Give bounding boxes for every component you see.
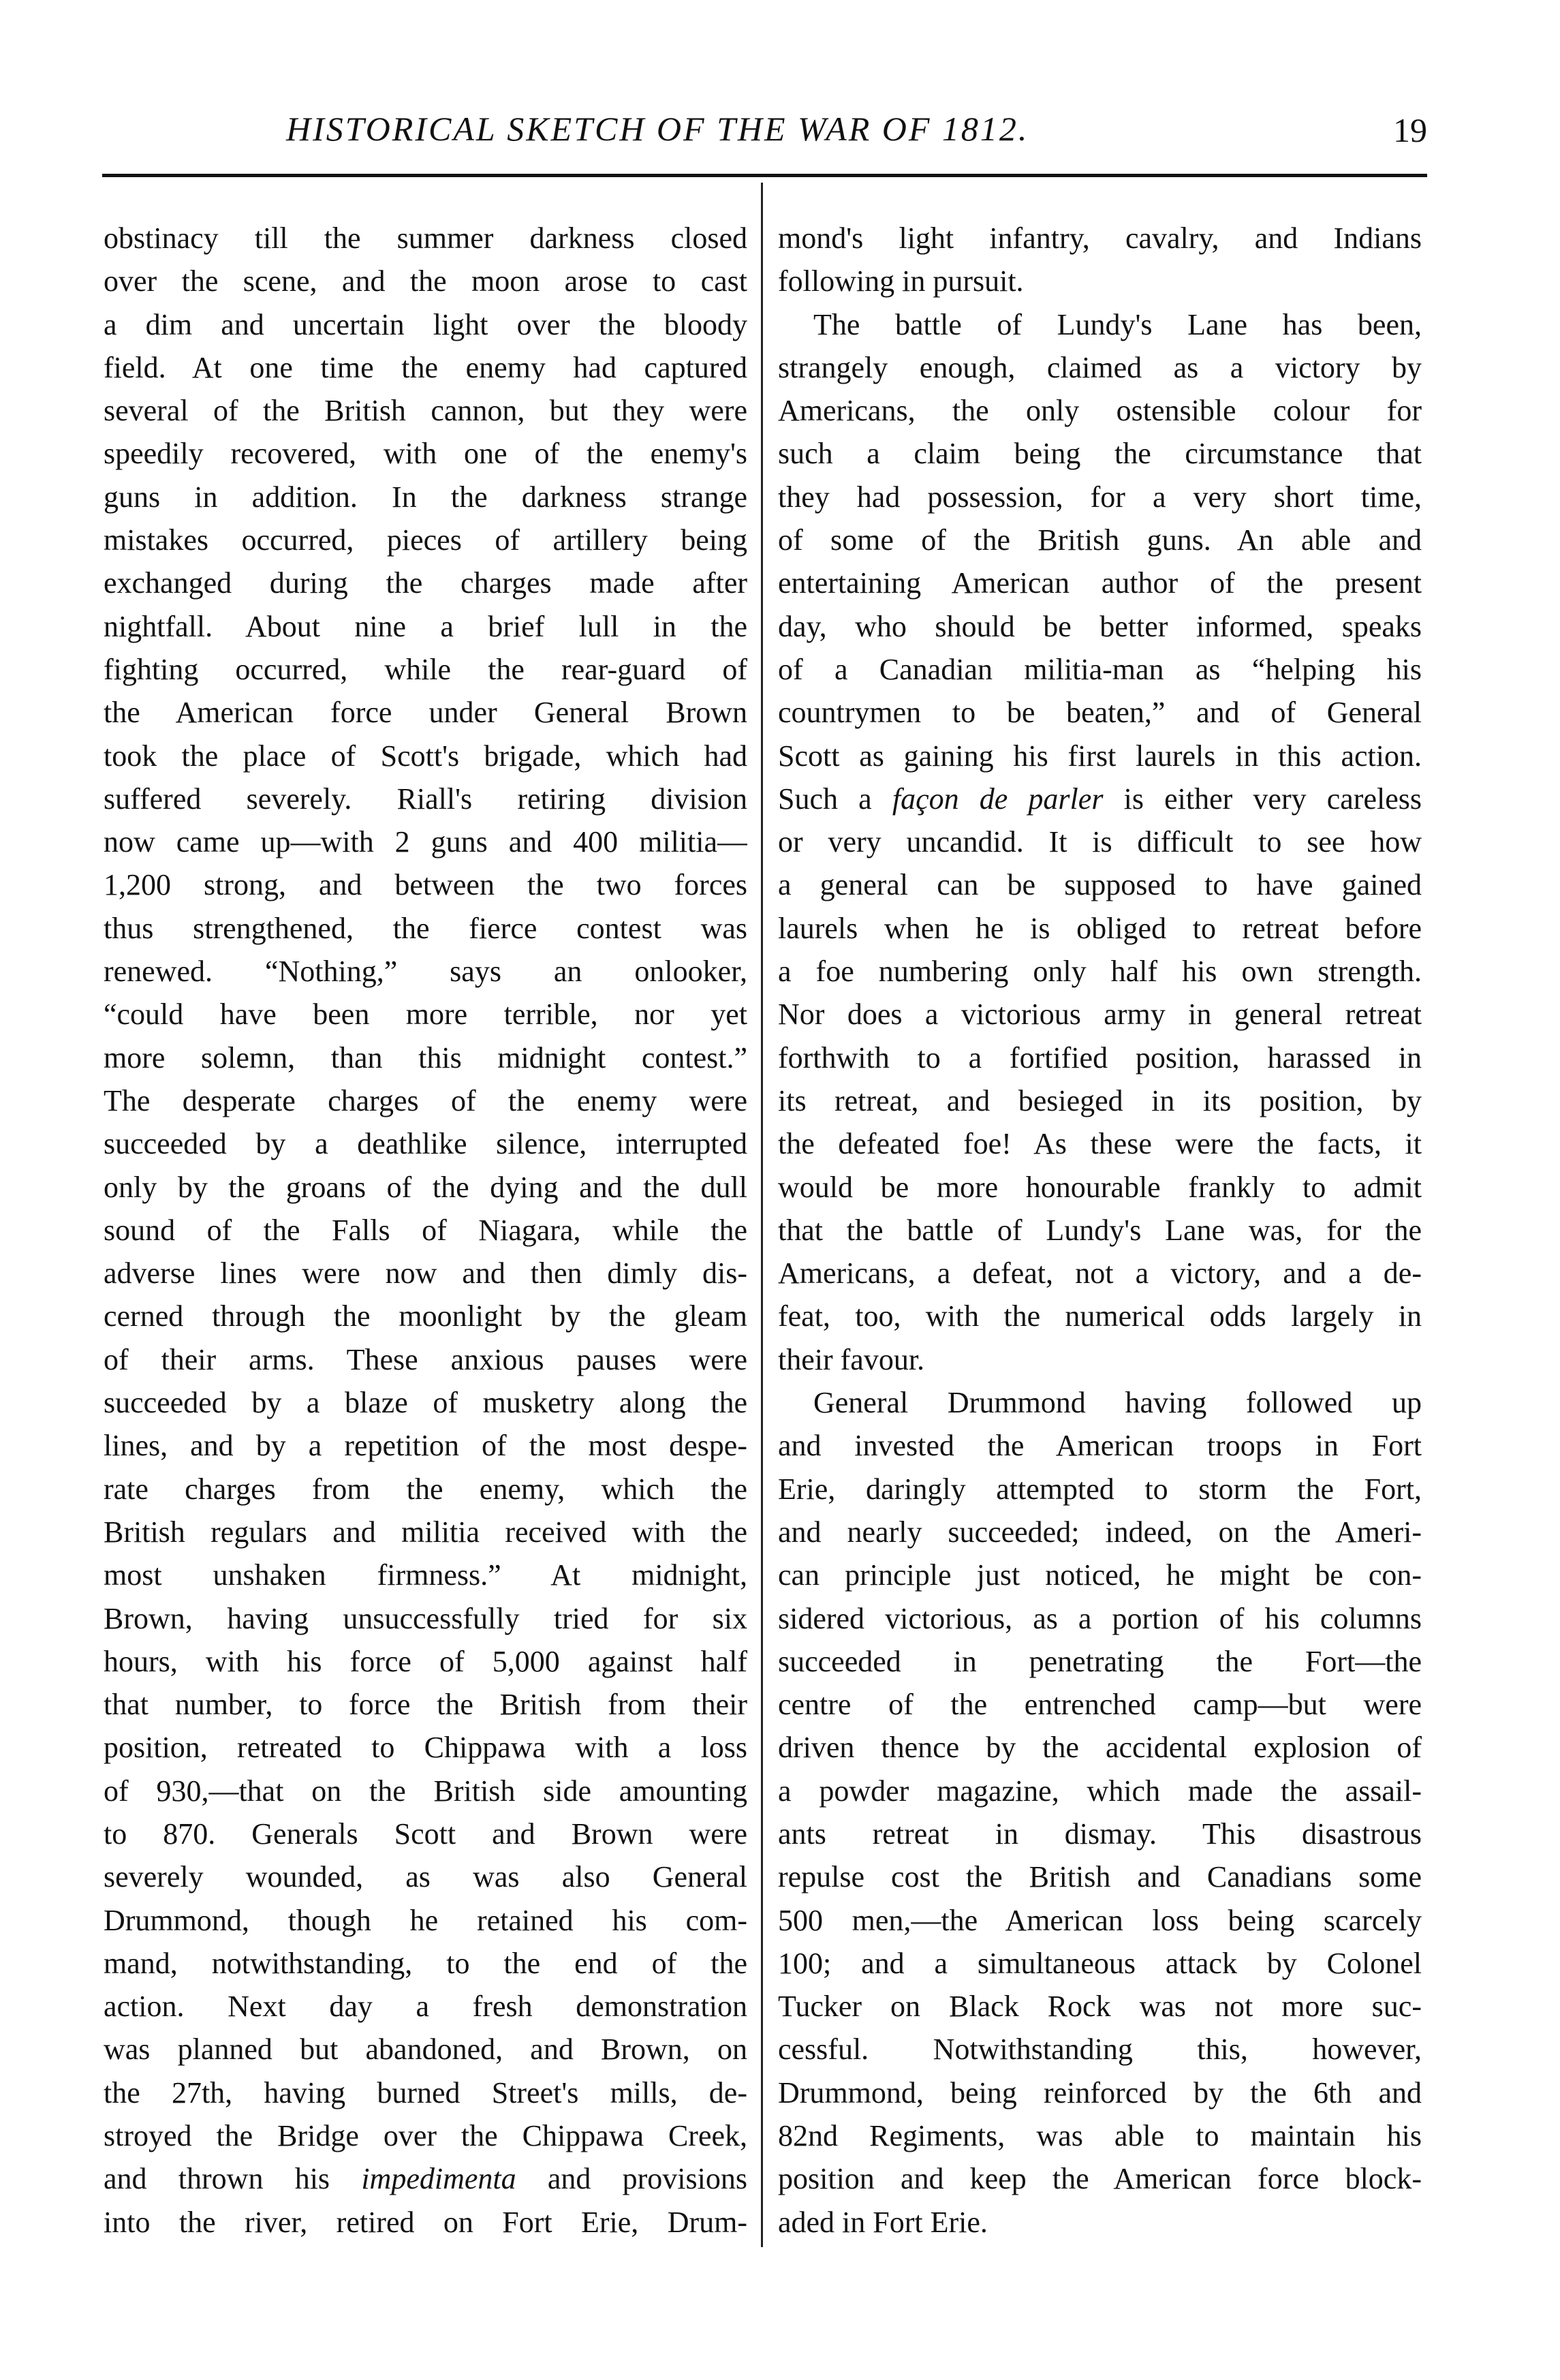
text-line [104, 2201, 747, 2244]
text-line [778, 1295, 1422, 1338]
line-text: Tucker on Black Rock was not more suc- [778, 1990, 1422, 2024]
text-line [778, 820, 1422, 863]
line-text: ants retreat in dismay. This disastrous [778, 1817, 1422, 1851]
text-line [104, 950, 747, 993]
text-line [104, 907, 747, 950]
text-line [104, 1726, 747, 1769]
text-line [778, 1166, 1422, 1209]
line-text: mand, notwithstanding, to the end of the [104, 1946, 747, 1980]
text-line [778, 1468, 1422, 1511]
line-text: “could have been more terrible, nor yet [104, 998, 747, 1032]
text-line [778, 1812, 1422, 1855]
line-text: over the scene, and the moon arose to cast [104, 264, 747, 298]
text-line [778, 1554, 1422, 1596]
line-text: cessful. Notwithstanding this, however, [778, 2033, 1422, 2067]
text-line [104, 648, 747, 691]
text-line [778, 1036, 1422, 1079]
text-line [778, 2157, 1422, 2200]
line-text: and nearly succeeded; indeed, on the Ameri- [778, 1515, 1422, 1549]
text-line [778, 432, 1422, 475]
text-line [104, 1209, 747, 1252]
line-text: 1,200 strong, and between the two forces [104, 868, 747, 902]
running-title: HISTORICAL SKETCH OF THE WAR OF 1812. [286, 110, 1029, 148]
text-line [104, 303, 747, 346]
line-text: or very uncandid. It is difficult to see how [778, 825, 1422, 859]
line-text: sound of the Falls of Niagara, while the [104, 1213, 747, 1247]
line-text: such a claim being the circumstance that [778, 437, 1422, 471]
text-line [778, 1683, 1422, 1726]
text-line [104, 1554, 747, 1596]
text-line [778, 2028, 1422, 2071]
line-text: that number, to force the British from their [104, 1688, 747, 1722]
text-line [104, 2114, 747, 2157]
text-line [104, 1468, 747, 1511]
line-text: Drummond, though he retained his com- [104, 1903, 747, 1937]
text-line [104, 1769, 747, 1812]
text-line [778, 2114, 1422, 2157]
line-text: aded in Fort Erie. [778, 2205, 988, 2239]
text-line [778, 1985, 1422, 2028]
text-line [104, 432, 747, 475]
text-line [104, 777, 747, 820]
line-text: of 930,—that on the British side amounting [104, 1774, 747, 1808]
text-line [104, 2071, 747, 2114]
line-text: Americans, a defeat, not a victory, and a de- [778, 1256, 1422, 1291]
text-line [778, 1511, 1422, 1554]
line-text: severely wounded, as was also General [104, 1860, 747, 1894]
text-line [778, 950, 1422, 993]
line-text: field. At one time the enemy had captured [104, 350, 747, 384]
line-text: succeeded by a blaze of musketry along the [104, 1386, 747, 1420]
text-line [778, 1209, 1422, 1252]
line-text: guns in addition. In the darkness strange [104, 480, 747, 514]
line-text: speedily recovered, with one of the enemy's [104, 437, 747, 471]
line-text: several of the British cannon, but they were [104, 394, 747, 428]
running-header [102, 102, 1427, 157]
text-line [778, 1252, 1422, 1295]
header-rule [102, 174, 1427, 177]
line-text: feat, too, with the numerical odds largely in [778, 1299, 1422, 1333]
line-text: 82nd Regiments, was able to maintain his [778, 2119, 1422, 2153]
text-line [104, 476, 747, 519]
line-text: a general can be supposed to have gained [778, 868, 1422, 902]
text-line [104, 1597, 747, 1640]
text-line [104, 605, 747, 648]
text-line [104, 1812, 747, 1855]
text-line [104, 1855, 747, 1898]
text-line [104, 260, 747, 303]
text-line [778, 1424, 1422, 1467]
text-line [778, 1079, 1422, 1122]
text-line [778, 907, 1422, 950]
line-text: a powder magazine, which made the assail- [778, 1774, 1422, 1808]
text-line [778, 1122, 1422, 1165]
line-text: that the battle of Lundy's Lane was, for the [778, 1213, 1422, 1247]
line-text: of a Canadian militia-man as “helping his [778, 652, 1422, 686]
line-text: thus strengthened, the fierce contest was [104, 911, 747, 945]
line-text: more solemn, than this midnight contest.” [104, 1040, 747, 1075]
line-text: cerned through the moonlight by the gleam [104, 1299, 747, 1333]
line-text: position and keep the American force block- [778, 2162, 1422, 2196]
line-text: The battle of Lundy's Lane has been, [813, 307, 1422, 341]
line-text: Americans, the only ostensible colour for [778, 394, 1422, 428]
text-line [778, 1338, 1422, 1381]
text-line [778, 2071, 1422, 2114]
text-line [104, 217, 747, 260]
text-line [778, 260, 1422, 303]
text-line [778, 2201, 1422, 2244]
text-line [778, 476, 1422, 519]
line-text: nightfall. About nine a brief lull in the [104, 609, 747, 643]
line-text: mistakes occurred, pieces of artillery being [104, 523, 747, 557]
line-text: succeeded by a deathlike silence, interrupted [104, 1127, 747, 1161]
line-text: a foe numbering only half his own strength. [778, 955, 1422, 989]
text-line [104, 1640, 747, 1683]
text-line [104, 735, 747, 777]
text-line [104, 993, 747, 1036]
text-line [778, 1597, 1422, 1640]
line-text: Brown, having unsuccessfully tried for six [104, 1601, 747, 1635]
line-text: its retreat, and besieged in its position, by [778, 1083, 1422, 1117]
text-line [104, 1036, 747, 1079]
line-text: 500 men,—the American loss being scarcely [778, 1903, 1422, 1937]
line-text: the 27th, having burned Street's mills, de- [104, 2075, 747, 2109]
text-line [778, 346, 1422, 389]
text-line [104, 2157, 747, 2200]
line-text: and provisions [516, 2162, 747, 2196]
right-column [778, 217, 1422, 2244]
text-line [104, 1166, 747, 1209]
line-text: strangely enough, claimed as a victory by [778, 350, 1422, 384]
line-text: forthwith to a fortified position, harassed in [778, 1040, 1422, 1075]
text-line [778, 1855, 1422, 1898]
line-text: was planned but abandoned, and Brown, on [104, 2033, 747, 2067]
line-text: Such a [778, 782, 892, 816]
text-line [104, 1122, 747, 1165]
text-line [778, 389, 1422, 432]
line-text: hours, with his force of 5,000 against half [104, 1644, 747, 1678]
line-text: and invested the American troops in Fort [778, 1429, 1422, 1463]
line-text: mond's light infantry, cavalry, and Indians [778, 221, 1422, 255]
text-line [104, 1252, 747, 1295]
line-text: renewed. “Nothing,” says an onlooker, [104, 955, 747, 989]
line-text: took the place of Scott's brigade, which had [104, 739, 747, 773]
text-line [104, 1295, 747, 1338]
line-text: stroyed the Bridge over the Chippawa Creek, [104, 2119, 747, 2153]
line-text: a dim and uncertain light over the bloody [104, 307, 747, 341]
italic-phrase: impedimenta [361, 2162, 516, 2196]
left-column [104, 217, 747, 2244]
text-line [778, 735, 1422, 777]
line-text: now came up—with 2 guns and 400 militia— [104, 825, 747, 859]
text-line [778, 519, 1422, 561]
text-line [104, 1424, 747, 1467]
text-line [104, 1381, 747, 1424]
line-text: entertaining American author of the present [778, 566, 1422, 600]
line-text: to 870. Generals Scott and Brown were [104, 1817, 747, 1851]
text-line [104, 1899, 747, 1942]
line-text: and thrown his [104, 2162, 362, 2196]
line-text: of their arms. These anxious pauses were [104, 1342, 747, 1376]
line-text: laurels when he is obliged to retreat before [778, 911, 1422, 945]
text-line [104, 820, 747, 863]
line-text: Scott as gaining his first laurels in this action. [778, 739, 1422, 773]
italic-phrase: façon de parler [892, 782, 1104, 816]
text-line [778, 1769, 1422, 1812]
line-text: can principle just noticed, he might be con- [778, 1558, 1422, 1592]
line-text: centre of the entrenched camp—but were [778, 1688, 1422, 1722]
line-text: countrymen to be beaten,” and of General [778, 696, 1422, 730]
line-text: their favour. [778, 1342, 925, 1376]
line-text: of some of the British guns. An able and [778, 523, 1422, 557]
line-text: fighting occurred, while the rear-guard of [104, 652, 747, 686]
text-line [104, 389, 747, 432]
line-text: rate charges from the enemy, which the [104, 1472, 747, 1506]
line-text: most unshaken firmness.” At midnight, [104, 1558, 747, 1592]
text-line [104, 561, 747, 604]
line-text: the defeated foe! As these were the facts, it [778, 1127, 1422, 1161]
line-text: 100; and a simultaneous attack by Colonel [778, 1946, 1422, 1980]
text-line [778, 1726, 1422, 1769]
line-text: Erie, daringly attempted to storm the Fort, [778, 1472, 1422, 1506]
text-line [778, 605, 1422, 648]
line-text: adverse lines were now and then dimly dis- [104, 1256, 747, 1291]
line-text: Nor does a victorious army in general retreat [778, 998, 1422, 1032]
text-line [104, 863, 747, 906]
line-text: into the river, retired on Fort Erie, Drum- [104, 2205, 747, 2239]
text-line [778, 303, 1422, 346]
line-text: succeeded in penetrating the Fort—the [778, 1644, 1422, 1678]
line-text: the American force under General Brown [104, 696, 747, 730]
text-line [104, 2028, 747, 2071]
text-line [778, 217, 1422, 260]
line-text: Drummond, being reinforced by the 6th and [778, 2075, 1422, 2109]
line-text: lines, and by a repetition of the most despe- [104, 1429, 747, 1463]
text-line [104, 1683, 747, 1726]
text-line [778, 1640, 1422, 1683]
line-text: would be more honourable frankly to admit [778, 1170, 1422, 1204]
line-text: British regulars and militia received with the [104, 1515, 747, 1549]
text-line [104, 1338, 747, 1381]
text-line [778, 863, 1422, 906]
line-text: General Drummond having followed up [813, 1386, 1422, 1420]
line-text: day, who should be better informed, speaks [778, 609, 1422, 643]
line-text: position, retreated to Chippawa with a loss [104, 1731, 747, 1765]
text-line [778, 993, 1422, 1036]
line-text: obstinacy till the summer darkness closed [104, 221, 747, 255]
text-line [104, 1942, 747, 1985]
page-number: 19 [1393, 111, 1427, 149]
text-line [778, 1942, 1422, 1985]
text-line [104, 1511, 747, 1554]
text-line [778, 1899, 1422, 1942]
text-line [104, 691, 747, 734]
line-text: repulse cost the British and Canadians some [778, 1860, 1422, 1894]
text-line [104, 1079, 747, 1122]
line-text: action. Next day a fresh demonstration [104, 1990, 747, 2024]
line-text: The desperate charges of the enemy were [104, 1083, 747, 1117]
text-line [778, 1381, 1422, 1424]
line-text: is either very careless [1103, 782, 1422, 816]
text-line [778, 561, 1422, 604]
line-text: they had possession, for a very short time, [778, 480, 1422, 514]
line-text: driven thence by the accidental explosion of [778, 1731, 1422, 1765]
line-text: sidered victorious, as a portion of his columns [778, 1601, 1422, 1635]
text-line [104, 519, 747, 561]
line-text: exchanged during the charges made after [104, 566, 747, 600]
text-line [778, 691, 1422, 734]
line-text: only by the groans of the dying and the dull [104, 1170, 747, 1204]
line-text: following in pursuit. [778, 264, 1024, 298]
text-line [778, 648, 1422, 691]
text-line [104, 346, 747, 389]
line-text: suffered severely. Riall's retiring division [104, 782, 747, 816]
text-line [778, 777, 1422, 820]
text-line [104, 1985, 747, 2028]
column-divider [761, 183, 763, 2247]
